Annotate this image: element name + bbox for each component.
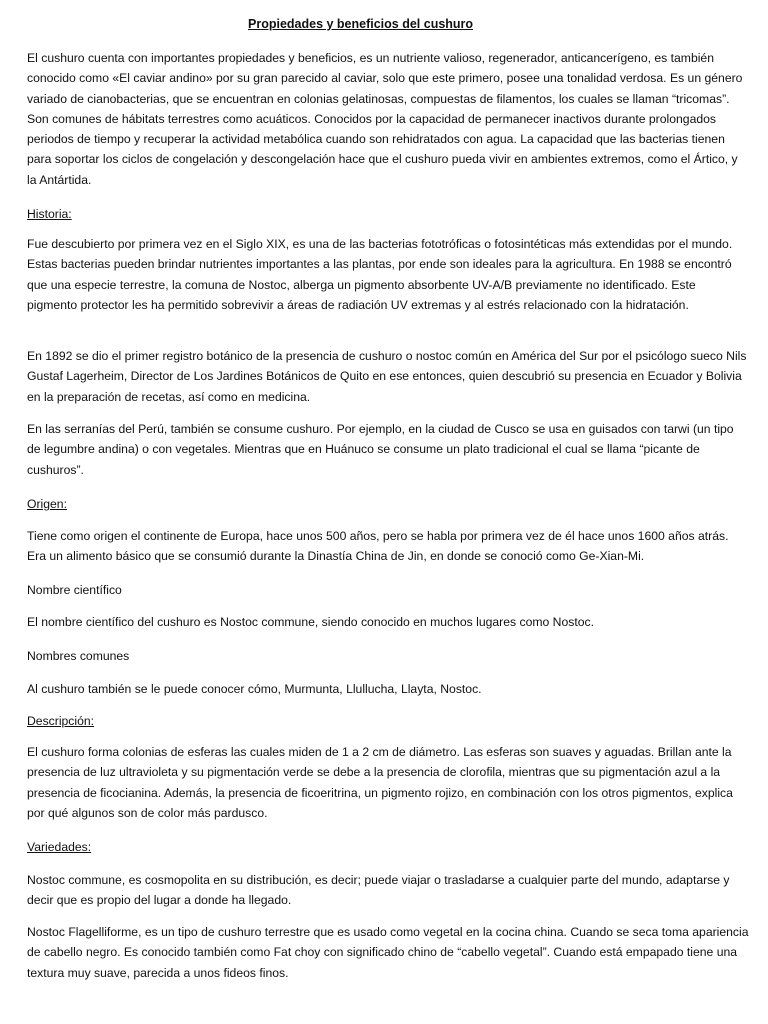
origen-paragraph: Tiene como origen el continente de Europa, hace unos 500 años, pero se habla por primera vez de él hace unos 1600 años atrás. Era un alimento básico que se consumió durante la Dinastía China de Jin, en donde se conoció como Ge-Xian-Mi.	[27, 529, 729, 564]
historia-paragraph-1: Fue descubierto por primera vez en el Siglo XIX, es una de las bacterias fototróficas o fotosintéticas más extendidas por el mundo. Estas bacterias pueden brindar nutrientes importantes a las plantas, por ende son ideales para la agricultura. En 1988 se encontró que una especie terrestre, la comuna de Nostoc, alberga un pigmento absorbente UV-A/B previamente no identificado. Este pigmento protector les ha permitido sobrevivir a áreas de radiación UV extremas y al estrés relacionado con la hidratación.	[27, 237, 733, 312]
nombre-cientifico-heading: Nombre científico	[27, 583, 122, 597]
intro-paragraph: El cushuro cuenta con importantes propiedades y beneficios, es un nutriente valioso, regenerador, anticancerígeno, es también conocido como «El caviar andino» por su gran parecido al caviar, solo que este primero, posee una tonalidad verdosa. Es un género variado de cianobacterias, que se encuentran en colonias gelatinosas, compuestas de filamentos, los cuales se llaman “tricomas”. Son comunes de hábitats terrestres como acuáticos. Conocidos por la capacidad de permanecer inactivos durante prolongados periodos de tiempo y recuperar la actividad metabólica cuando son rehidratados con agua. La capacidad que las bacterias tienen para soportar los ciclos de congelación y descongelación hace que el cushuro pueda vivir en ambientes extremos, como el Ártico, y la Antártida.	[27, 51, 743, 187]
variedades-paragraph-2: Nostoc Flagelliforme, es un tipo de cushuro terrestre que es usado como vegetal en la cocina china. Cuando se seca toma apariencia de cabello negro. Es conocido también como Fat choy con significado chino de “cabello vegetal”. Cuando está empapado tiene una textura muy suave, parecida a unos fideos finos.	[27, 925, 749, 980]
historia-paragraph-3: En las serranías del Perú, también se consume cushuro. Por ejemplo, en la ciudad de Cusco se usa en guisados con tarwi (un tipo de legumbre andina) o con vegetales. Mientras que en Huánuco se consume un plato tradicional el cual se llama “picante de cushuros”.	[27, 422, 734, 477]
descripcion-heading: Descripción:	[27, 714, 95, 728]
variedades-heading: Variedades:	[27, 840, 92, 854]
historia-paragraph-2: En 1892 se dio el primer registro botánico de la presencia de cushuro o nostoc común en América del Sur por el psicólogo sueco Nils Gustaf Lagerheim, Director de Los Jardines Botánicos de Quito en ese entonces, quien descubrió su presencia en Ecuador y Bolivia en la preparación de recetas, así como en medicina.	[27, 349, 747, 404]
variedades-paragraph-1: Nostoc commune, es cosmopolita en su distribución, es decir; puede viajar o trasladarse a cualquier parte del mundo, adaptarse y decir que es propio del lugar a donde ha llegado.	[27, 873, 730, 908]
descripcion-paragraph: El cushuro forma colonias de esferas las cuales miden de 1 a 2 cm de diámetro. Las esferas son suaves y aguadas. Brillan ante la presencia de luz ultravioleta y su pigmentación verde se debe a la presencia de clorofila, mientras que su pigmentación azul a la presencia de ficocianina. Además, la presencia de ficoeritrina, un pigmento rojizo, en combinación con los otros pigmentos, explica por qué algunos son de color más pardusco.	[27, 745, 733, 820]
historia-heading: Historia:	[27, 207, 72, 221]
nombre-cientifico-paragraph: El nombre científico del cushuro es Nostoc commune, siendo conocido en muchos lugares como Nostoc.	[27, 615, 595, 629]
nombres-comunes-paragraph: Al cushuro también se le puede conocer cómo, Murmunta, Llullucha, Llayta, Nostoc.	[27, 682, 482, 696]
nombres-comunes-heading: Nombres comunes	[27, 649, 130, 663]
origen-heading: Origen:	[27, 497, 67, 511]
document-title: Propiedades y beneficios del cushuro	[248, 17, 474, 31]
